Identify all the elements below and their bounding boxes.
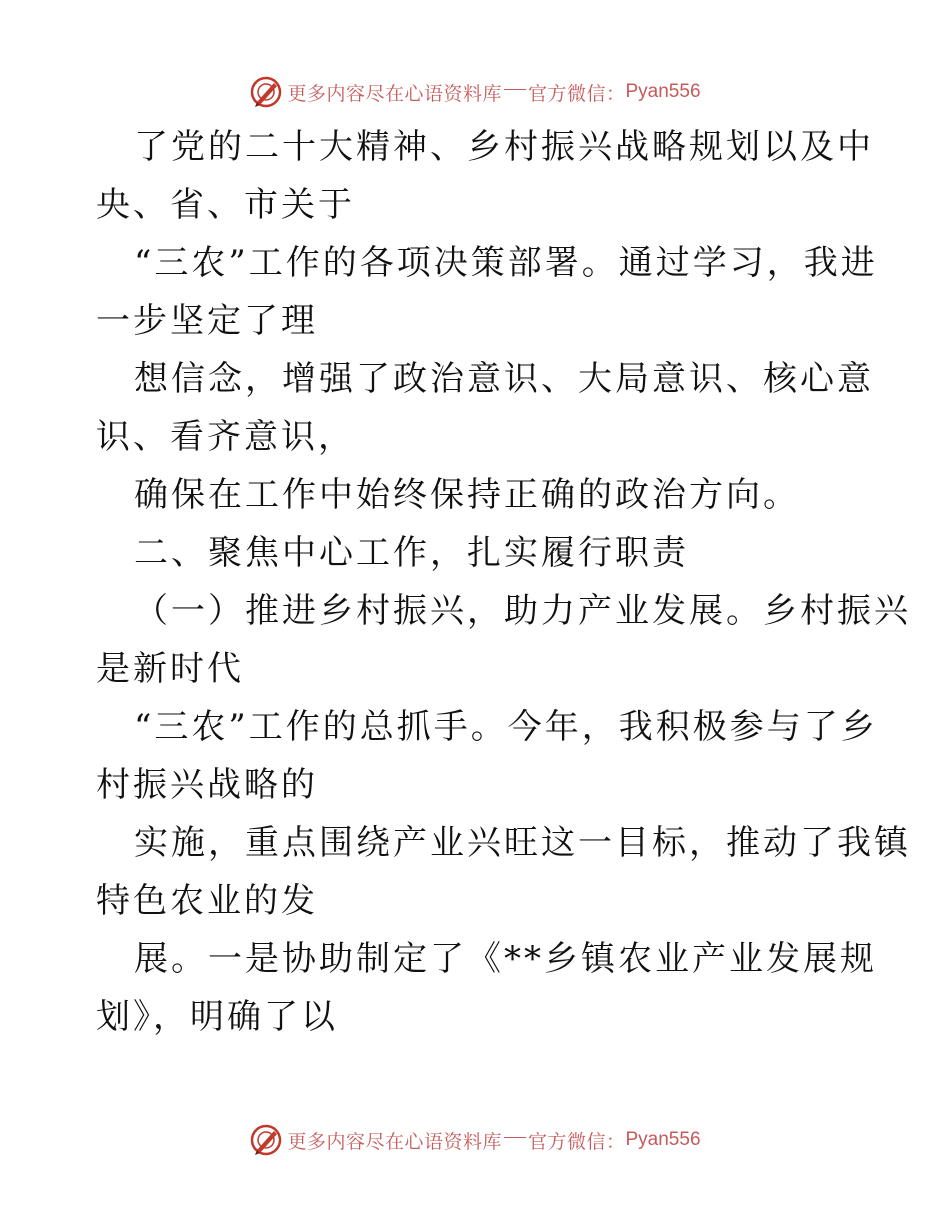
text-line: 识、看齐意识， <box>96 417 355 457</box>
watermark-dash <box>504 1137 526 1138</box>
watermark-text: 更多内容尽在心语资料库 <box>287 82 502 105</box>
watermark-label: 官方微信： <box>527 82 626 105</box>
document-body <box>96 118 911 1046</box>
text-line: 划》，明确了以 <box>96 997 338 1037</box>
watermark-text: 更多内容尽在心语资料库 <box>287 1130 502 1153</box>
text-line: 确保在工作中始终保持正确的政治方向。 <box>134 475 800 515</box>
watermark-wechat-id: Pyan556 <box>625 1129 701 1150</box>
text-line: （一）推进乡村振兴，助力产业发展。乡村振兴 <box>134 591 911 631</box>
watermark-dash <box>504 89 526 90</box>
pen-logo-icon <box>249 75 283 109</box>
text-line: 实施，重点围绕产业兴旺这一目标，推动了我镇 <box>134 823 911 863</box>
text-line: “三农”工作的各项决策部署。通过学习，我进 <box>134 243 878 283</box>
text-line: 央、省、市关于 <box>96 185 355 225</box>
text-line: 展。一是协助制定了《**乡镇农业产业发展规 <box>134 939 877 979</box>
text-line: 一步坚定了理 <box>96 301 318 341</box>
text-line: 想信念，增强了政治意识、大局意识、核心意 <box>134 359 874 399</box>
text-line: 了党的二十大精神、乡村振兴战略规划以及中 <box>134 127 874 167</box>
text-line: 是新时代 <box>96 649 244 689</box>
section-heading: 二、聚焦中心工作，扎实履行职责 <box>134 533 689 573</box>
watermark-label: 官方微信： <box>527 1130 626 1153</box>
pen-logo-icon <box>249 1123 283 1157</box>
text-line: 村振兴战略的 <box>96 765 318 805</box>
text-line: 特色农业的发 <box>96 881 318 921</box>
text-line: “三农”工作的总抓手。今年，我积极参与了乡 <box>134 707 878 747</box>
watermark-wechat-id: Pyan556 <box>625 81 701 102</box>
footer-watermark <box>0 1120 950 1160</box>
header-watermark <box>0 72 950 112</box>
